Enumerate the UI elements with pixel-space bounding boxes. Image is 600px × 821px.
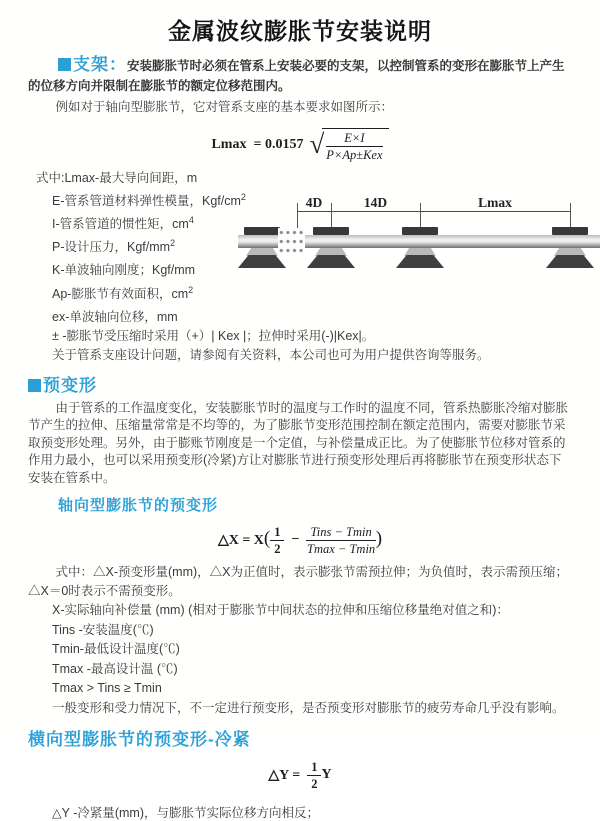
- formula-rhs: Y: [321, 767, 332, 783]
- definition-text: I-管系管道的惯性矩，cm: [52, 217, 189, 232]
- support-base: [396, 255, 444, 268]
- lateral-note-line: △Y -冷紧量(mm)，与膨胀节实际位移方向相反；: [52, 806, 320, 821]
- support-clamp: [552, 227, 588, 235]
- axial-var-line: Tmax > Tins ≥ Tmin: [52, 681, 162, 696]
- definition-line: [52, 304, 572, 327]
- fraction-denominator: P×Ap±Kex: [326, 148, 383, 162]
- definition-line: [52, 281, 572, 304]
- unit-superscript: 2: [240, 192, 246, 202]
- predeform-section-heading: [28, 371, 572, 396]
- definition-line: 式中:Lmax-最大导向间距，m: [36, 171, 198, 185]
- pipe-guide-support: [394, 227, 446, 269]
- guide-spacing-formula: [28, 126, 572, 164]
- plus-minus-note: ± -膨胀节受压缩时采用（+）| Kex |；拉伸时采用(-)|Kex|。: [52, 328, 375, 343]
- axial-subsection-heading: 轴向型膨胀节的预变形: [58, 497, 219, 515]
- support-clamp: [402, 227, 438, 235]
- fraction-numerator: 1: [270, 525, 284, 541]
- axial-note-line: 一般变形和受力情况下，不一定进行预变形，是否预变形对膨胀节的疲劳寿命几乎没有影响。: [52, 700, 565, 715]
- support-clamp: [313, 227, 349, 235]
- definition-text: P-设计压力，Kgf/mm: [52, 240, 171, 255]
- temperature-fraction: [306, 525, 375, 556]
- predeform-body: 由于管系的工作温度变化，安装膨胀节时的温度与工作时的温度不同，管系热膨胀冷缩对膨胀节产生的拉伸、压缩量常常是不均等的，为了膨胀节变形范围控制在额定范围内，需要对膨胀节采取预变形处理。另外，由于膨账节刚度是一个定值，与补偿量成正比。为了使膨胀节位移对管系的作用力最小，也可以采用预变形(冷紧)方让对膨胀节进行预变形处理后再将膨胀节在预变形状态下安装在管系中。: [28, 400, 569, 485]
- axial-var-line: Tmin-最低设计温度(℃): [52, 642, 180, 657]
- fraction-denominator: 2: [311, 776, 318, 791]
- formula-coefficient: = 0.0157: [253, 137, 304, 152]
- section-bullet-icon: [28, 379, 41, 392]
- fraction-numerator: 1: [307, 760, 321, 776]
- radicand: [322, 128, 388, 162]
- support-saddle: [554, 248, 586, 256]
- dim-label-14d: 14D: [363, 195, 388, 210]
- pipe-support-diagram: [250, 197, 595, 282]
- radical-sign: √: [309, 129, 325, 159]
- lateral-subsection-heading: 横向型膨胀节的预变形-冷紧: [28, 730, 251, 750]
- support-saddle: [246, 248, 278, 256]
- support-paragraph: [28, 55, 572, 96]
- definition-text: E-管系管道材料弹性模量，Kgf/cm: [52, 194, 241, 209]
- fraction-denominator: 2: [274, 541, 281, 556]
- unit-superscript: 2: [170, 238, 176, 249]
- formula-lhs: △X = X: [217, 532, 264, 548]
- right-paren: ): [375, 528, 383, 550]
- bellows-expansion-joint: [278, 228, 305, 256]
- support-base: [238, 255, 286, 268]
- support-saddle: [404, 248, 436, 256]
- axial-var-line: Tmax -最高设计温 (℃): [52, 661, 178, 676]
- predeform-heading-label: 预变形: [43, 375, 97, 395]
- pipe-guide-support: [544, 227, 596, 269]
- support-clamp: [244, 227, 280, 235]
- support-section-heading: 支架：: [73, 55, 127, 74]
- support-intro-text: 安装膨胀节时必须在管系上安装必要的支架，以控制管系的变形在膨胀节上产生的位移方向并限制在膨胀节的额定位移范围内。: [28, 59, 565, 93]
- support-saddle: [315, 248, 347, 256]
- support-example-line: 例如对于轴向型膨胀节，它对管系支座的基本要求如图所示：: [55, 100, 394, 114]
- definition-text: ex-单波轴向位移，mm: [52, 309, 178, 324]
- minus-operator: −: [291, 532, 300, 548]
- lateral-predeform-formula: [28, 759, 572, 791]
- left-paren: (: [263, 528, 271, 550]
- square-root: [309, 128, 388, 162]
- dim-label-lmax: Lmax: [478, 195, 512, 210]
- axial-var-line: X-实际轴向补偿量 (mm) (相对于膨胀节中间状态的拉伸和压缩位移量绝对值之和)：: [52, 603, 509, 618]
- definition-text: Ap-膨胀节有效面积，cm: [52, 286, 189, 301]
- unit-superscript: 2: [188, 284, 194, 295]
- page-title: 金属波纹膨胀节安装说明: [168, 18, 432, 44]
- axial-explain: 式中：△X-预变形量(mm)，△X为正值时，表示膨张节需预拉伸；为负值时，表示需预压缩；△X＝0时表示不需预变形。: [28, 565, 568, 599]
- axial-predeform-formula: [28, 522, 572, 558]
- axial-var-line: Tins -安装温度(℃): [52, 622, 154, 637]
- unit-superscript: 4: [188, 215, 194, 226]
- dim-label-4d: 4D: [305, 195, 323, 210]
- service-note: 关于管系支座设计问题，请参阅有关资料，本公司也可为用户提供咨询等服务。: [52, 347, 490, 362]
- fraction-numerator: E×I: [326, 131, 382, 147]
- dimension-line: [297, 211, 570, 212]
- fraction-numerator: Tins − Tmin: [306, 525, 375, 541]
- section-bullet-icon: [58, 58, 71, 71]
- formula-lhs: △Y =: [268, 767, 301, 783]
- half-fraction: [270, 525, 284, 556]
- definition-text: K-单波轴向刚度；Kgf/mm: [52, 263, 196, 278]
- half-fraction: [307, 760, 321, 791]
- pipe-guide-support: [305, 227, 357, 269]
- support-base: [546, 255, 594, 268]
- support-base: [307, 255, 355, 268]
- fraction-denominator: Tmax − Tmin: [307, 541, 376, 556]
- formula-lhs: Lmax: [211, 137, 247, 152]
- fraction: [326, 131, 382, 162]
